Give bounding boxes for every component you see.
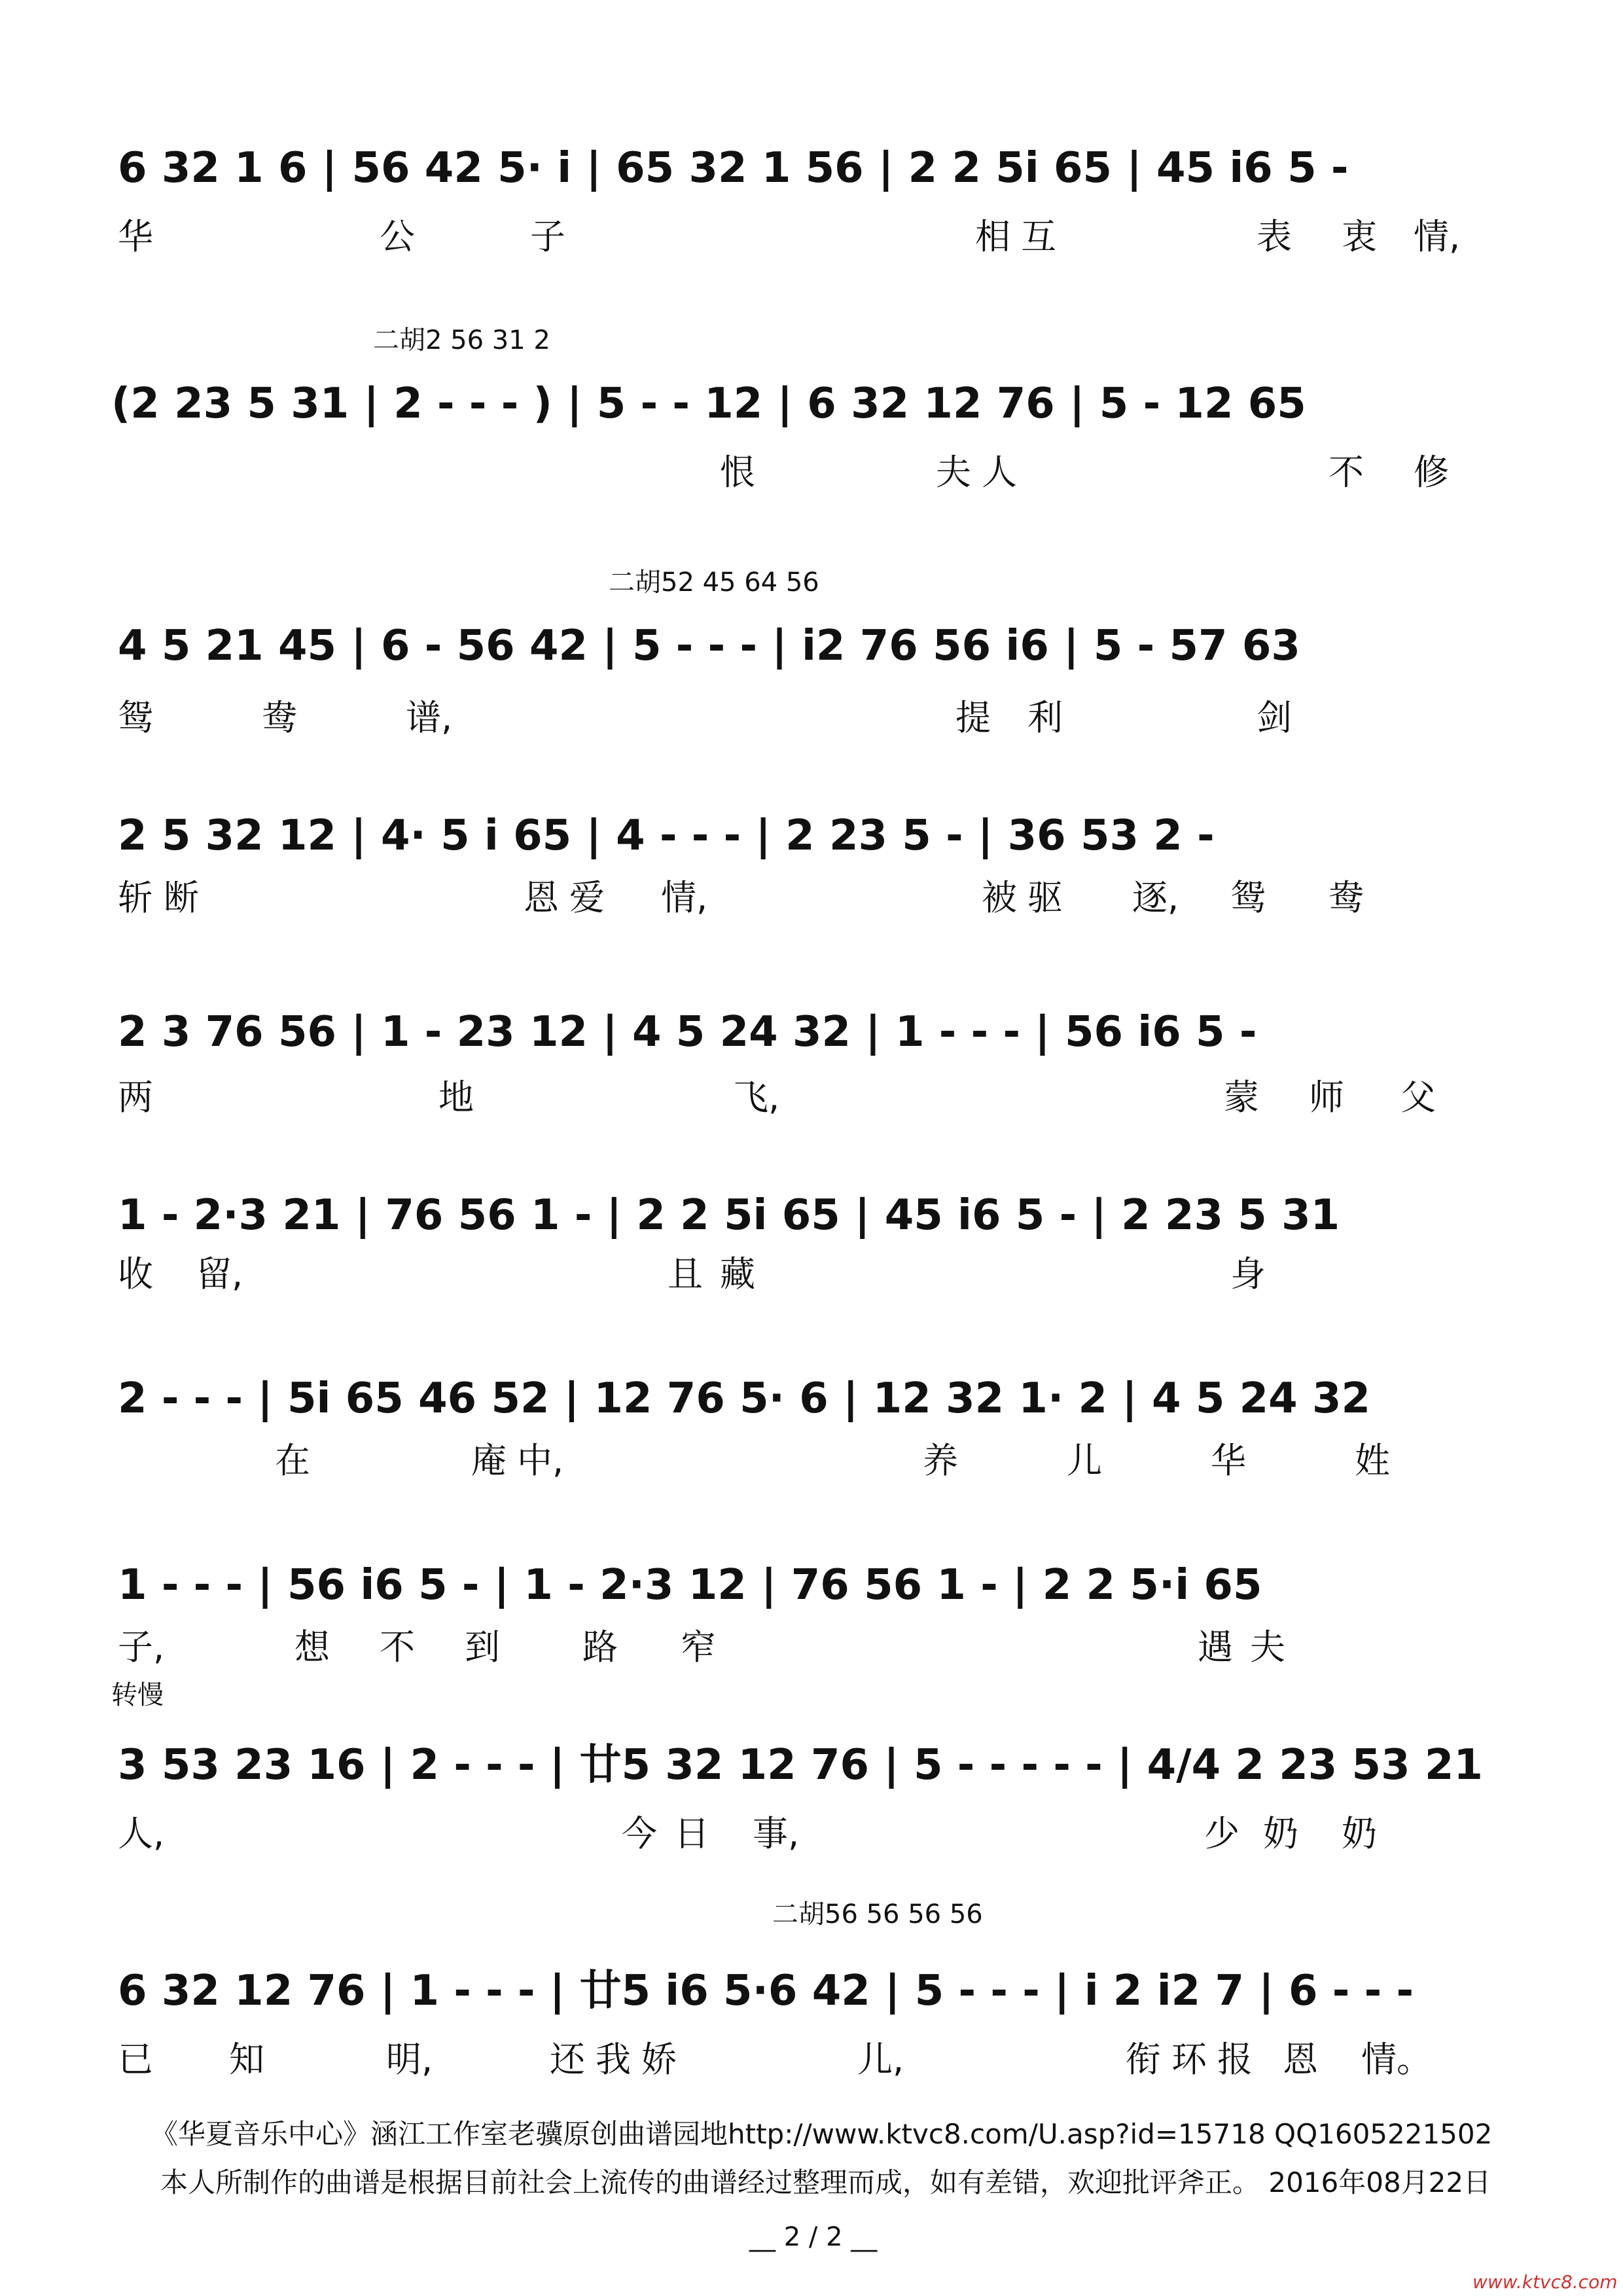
- lyric-2: 今: [622, 1813, 657, 1854]
- score-system-2: [111, 321, 1512, 493]
- lyric-2: 想: [294, 1626, 330, 1668]
- lyric-6: 奶: [1263, 1813, 1298, 1854]
- lyric-3: 中,: [517, 1440, 564, 1481]
- notation-line: 1 - 2·3 21 | 76 56 1 - | 2 2 5i 65 | 45 i6 5 - | 2 23 5 31: [118, 1191, 1340, 1240]
- lyric-4: 相: [975, 216, 1010, 257]
- notation-line: 6 32 12 76 | 1 - - - | 廿5 i6 5·6 42 | 5 - - - | i 2 i2 7 | 6 - - -: [118, 1967, 1414, 2015]
- lyric-5: 师: [1309, 1077, 1344, 1118]
- lyric-7: 遇: [1198, 1626, 1233, 1668]
- page-number: __ 2 / 2 __: [749, 2222, 878, 2252]
- lyric-5: 利: [1027, 697, 1063, 738]
- notation-line: 2 - - - | 5i 65 46 52 | 12 76 5· 6 | 12 32 1· 2 | 4 5 24 32: [118, 1374, 1371, 1423]
- lyric-3: 谱,: [406, 697, 453, 738]
- notation-line: 2 5 32 12 | 4· 5 i 65 | 4 - - - | 2 23 5 - | 36 53 2 -: [118, 812, 1215, 860]
- lyric-5: 少: [1204, 1813, 1240, 1854]
- lyric-5: 身: [1230, 1253, 1266, 1295]
- notation-line: 6 32 1 6 | 56 42 5· i | 65 32 1 56 | 2 2 5i 65 | 45 i6 5 -: [118, 144, 1349, 192]
- lyric-2: 知: [229, 2039, 264, 2080]
- tempo-marking: 转慢: [111, 1680, 164, 1710]
- score-system-3: [111, 563, 1512, 738]
- lyric-6: 娇: [641, 2039, 677, 2080]
- lyric-10: 鸯: [1329, 877, 1364, 918]
- lyric-1: 子,: [118, 1626, 165, 1668]
- lyric-6: 表: [1257, 216, 1292, 257]
- lyric-5: 儿: [1067, 1440, 1102, 1481]
- lyric-6: 被: [982, 877, 1017, 918]
- lyric-1: 斩: [118, 877, 153, 918]
- lyric-7: 驱: [1027, 877, 1063, 918]
- lyric-1: 在: [275, 1440, 310, 1481]
- lyric-2: 留,: [196, 1253, 243, 1295]
- lyric-3: 恩: [524, 877, 559, 918]
- score-system-5: [111, 995, 1512, 1145]
- lyric-2: 断: [164, 877, 199, 918]
- lyric-4: 事,: [753, 1813, 800, 1854]
- lyric-9: 环: [1171, 2039, 1207, 2080]
- lyric-5: 情,: [661, 877, 708, 918]
- footer-disclaimer-line: 本人所制作的曲谱是根据目前社会上流传的曲谱经过整理而成，如有差错，欢迎批评斧正。 2016年08月22日: [160, 2166, 1491, 2198]
- lyric-6: 华: [1211, 1440, 1246, 1481]
- lyric-1: 两: [118, 1077, 153, 1118]
- notation-line: 2 3 76 56 | 1 - 23 12 | 4 5 24 32 | 1 - - - | 56 i6 5 -: [118, 1008, 1257, 1056]
- lyric-4: 藏: [720, 1253, 755, 1295]
- lyric-3: 且: [668, 1253, 703, 1295]
- lyric-6: 父: [1400, 1077, 1436, 1118]
- erhu-annotation: 二胡2 56 31 2: [373, 325, 550, 355]
- lyric-4: 蒙: [1224, 1077, 1259, 1118]
- lyric-8: 情,: [1414, 216, 1461, 257]
- notation-line: 4 5 21 45 | 6 - 56 42 | 5 - - - | i2 76 56 i6 | 5 - 57 63: [118, 622, 1300, 670]
- lyric-3: 日: [674, 1813, 709, 1854]
- notation-line: 3 53 23 16 | 2 - - - | 廿5 32 12 76 | 5 - - - - - | 4/4 2 23 53 21: [118, 1741, 1483, 1789]
- lyric-7: 姓: [1355, 1440, 1390, 1481]
- lyric-1: 收: [118, 1253, 153, 1295]
- lyric-3: 飞,: [733, 1077, 780, 1118]
- lyric-2: 地: [438, 1077, 474, 1118]
- lyric-3: 不: [380, 1626, 415, 1668]
- lyric-4: 不: [1329, 452, 1364, 493]
- lyric-1: 华: [118, 216, 153, 257]
- lyric-4: 还: [550, 2039, 585, 2080]
- score-system-1: [111, 131, 1512, 281]
- lyric-9: 鸳: [1230, 877, 1266, 918]
- notation-line: (2 23 5 31 | 2 - - - ) | 5 - - 12 | 6 32 12 76 | 5 - 12 65: [111, 380, 1306, 428]
- lyric-3: 子: [530, 216, 565, 257]
- lyric-6: 剑: [1257, 697, 1292, 738]
- lyric-4: 提: [955, 697, 991, 738]
- lyric-7: 衷: [1342, 216, 1377, 257]
- footer-source-line: 《华夏音乐中心》涵江工作室老骥原创曲谱园地http://www.ktvc8.com/U.asp?id=15718 QQ1605221502: [151, 2118, 1493, 2150]
- lyric-7: 儿,: [857, 2039, 904, 2080]
- lyric-1: 恨: [720, 452, 755, 493]
- lyric-7: 奶: [1342, 1813, 1377, 1854]
- lyric-1: 鸳: [118, 697, 153, 738]
- watermark: www.ktvc8.com: [1472, 2271, 1618, 2293]
- score-system-9: [111, 1680, 1512, 1854]
- lyric-5: 修: [1414, 452, 1449, 493]
- score-system-7: [111, 1361, 1512, 1512]
- score-system-8: [111, 1545, 1512, 1695]
- score-system-6: [111, 1178, 1512, 1329]
- lyric-4: 爱: [569, 877, 605, 918]
- lyric-6: 窄: [681, 1626, 716, 1668]
- lyric-12: 情。: [1361, 2039, 1432, 2080]
- lyric-5: 互: [1021, 216, 1056, 257]
- lyric-5: 路: [582, 1626, 618, 1668]
- erhu-annotation: 二胡52 45 64 56: [609, 567, 819, 598]
- lyric-10: 报: [1217, 2039, 1253, 2080]
- lyric-8: 夫: [1250, 1626, 1285, 1668]
- notation-line: 1 - - - | 56 i6 5 - | 1 - 2·3 12 | 76 56 1 - | 2 2 5·i 65: [118, 1561, 1262, 1609]
- lyric-2: 鸯: [262, 697, 297, 738]
- score-system-4: [111, 798, 1512, 949]
- score-system-10: [111, 1898, 1512, 2080]
- lyric-3: 明,: [386, 2039, 433, 2080]
- lyric-8: 逐,: [1132, 877, 1179, 918]
- erhu-annotation: 二胡56 56 56 56: [772, 1899, 983, 1929]
- lyric-2: 夫: [936, 452, 971, 493]
- lyric-4: 到: [465, 1626, 500, 1668]
- lyric-1: 人,: [118, 1813, 165, 1854]
- lyric-4: 养: [923, 1440, 958, 1481]
- lyric-2: 庵: [471, 1440, 507, 1481]
- lyric-2: 公: [380, 216, 415, 257]
- lyric-1: 已: [118, 2039, 153, 2080]
- lyric-3: 人: [982, 452, 1017, 493]
- lyric-5: 我: [596, 2039, 631, 2080]
- lyric-11: 恩: [1283, 2039, 1318, 2080]
- lyric-8: 衔: [1126, 2039, 1161, 2080]
